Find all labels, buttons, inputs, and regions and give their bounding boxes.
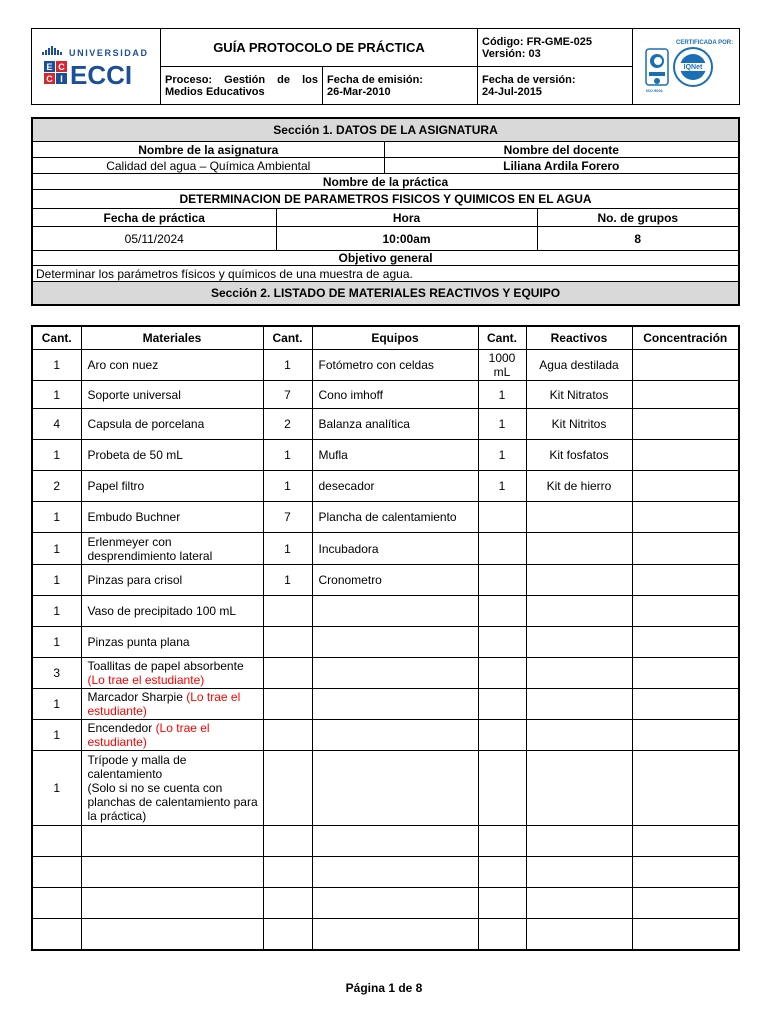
certification-logos	[633, 29, 740, 105]
reagent-name: Kit Nitratos	[526, 381, 632, 409]
material-name-text: Toallitas de papel absorbente	[87, 659, 244, 673]
material-name	[81, 596, 263, 627]
equipment-name	[312, 751, 478, 826]
concentration	[632, 888, 739, 919]
table-row	[32, 919, 739, 950]
reagent-name	[526, 826, 632, 857]
equipment-qty: 1	[263, 440, 312, 471]
material-name-text: Soporte universal	[87, 387, 181, 402]
header-mat-qty: Cant.	[32, 326, 81, 350]
material-name-text: Erlenmeyer con desprendimiento lateral	[87, 534, 213, 563]
material-name	[81, 857, 263, 888]
equipment-qty: 1	[263, 471, 312, 502]
header-equipment: Equipos	[312, 326, 478, 350]
reagent-name	[526, 627, 632, 658]
reagent-qty: 1000 mL	[478, 350, 526, 381]
material-name-text: Probeta de 50 mL	[87, 448, 183, 462]
equipment-qty	[263, 627, 312, 658]
reagent-name: Kit de hierro	[526, 471, 632, 502]
reagent-name: Kit fosfatos	[526, 440, 632, 471]
equipment-name	[312, 627, 478, 658]
equipment-name: Incubadora	[312, 533, 478, 565]
equipment-qty	[263, 888, 312, 919]
header-eq-qty: Cant.	[263, 326, 312, 350]
section2-title: Sección 2. LISTADO DE MATERIALES REACTIVOS Y EQUIPO	[32, 282, 739, 306]
table-row	[32, 471, 739, 502]
equipment-name: Fotómetro con celdas	[312, 350, 478, 381]
material-qty: 1	[32, 689, 81, 720]
time-value: 10:00am	[276, 227, 537, 251]
date-label: Fecha de práctica	[32, 209, 276, 227]
concentration	[632, 627, 739, 658]
table-row	[32, 888, 739, 919]
equipment-name	[312, 658, 478, 689]
material-name	[81, 350, 263, 381]
doc-version: Versión: 03	[482, 47, 541, 60]
equipment-qty	[263, 826, 312, 857]
material-name-text: Trípode y malla de calentamiento (Solo si no se cuenta con planchas de calentamiento para la práctica)	[87, 753, 258, 823]
document-header	[31, 28, 740, 105]
header-concentration: Concentración	[632, 326, 739, 350]
objective-label: Objetivo general	[32, 251, 739, 266]
section1-table	[31, 117, 740, 306]
reagent-name	[526, 565, 632, 596]
reagent-qty	[478, 857, 526, 888]
concentration	[632, 751, 739, 826]
process-line2: Medios Educativos	[165, 85, 265, 98]
material-qty: 1	[32, 533, 81, 565]
equipment-qty	[263, 689, 312, 720]
reagent-qty: 1	[478, 471, 526, 502]
material-name	[81, 888, 263, 919]
equipment-qty	[263, 658, 312, 689]
teacher-label: Nombre del docente	[384, 142, 739, 158]
concentration	[632, 409, 739, 440]
material-qty: 1	[32, 350, 81, 381]
process-line1: Proceso: Gestión de los	[165, 73, 318, 86]
concentration	[632, 350, 739, 381]
equipment-name: Balanza analítica	[312, 409, 478, 440]
concentration	[632, 533, 739, 565]
practice-name: DETERMINACION DE PARAMETROS FISICOS Y QUIMICOS EN EL AGUA	[32, 190, 739, 209]
equipment-name	[312, 826, 478, 857]
reagent-qty	[478, 658, 526, 689]
reagent-qty: 1	[478, 440, 526, 471]
concentration	[632, 689, 739, 720]
groups-value: 8	[537, 227, 739, 251]
material-qty: 1	[32, 565, 81, 596]
reagent-name	[526, 596, 632, 627]
equipment-name	[312, 857, 478, 888]
material-qty: 1	[32, 440, 81, 471]
reagent-qty: 1	[478, 381, 526, 409]
svg-text:C: C	[58, 62, 65, 72]
material-name	[81, 533, 263, 565]
svg-text:ISO 9001: ISO 9001	[646, 88, 663, 93]
materials-table	[31, 325, 740, 951]
process-cell	[161, 67, 323, 105]
concentration	[632, 381, 739, 409]
material-name-text: Pinzas punta plana	[87, 635, 190, 649]
table-row	[32, 502, 739, 533]
materials-header-row	[32, 326, 739, 350]
equipment-qty: 1	[263, 533, 312, 565]
concentration	[632, 502, 739, 533]
table-row	[32, 689, 739, 720]
table-row	[32, 350, 739, 381]
section1-title: Sección 1. DATOS DE LA ASIGNATURA	[32, 118, 739, 142]
reagent-qty	[478, 596, 526, 627]
material-name	[81, 751, 263, 826]
date-value: 05/11/2024	[32, 227, 276, 251]
material-name-text: Embudo Buchner	[87, 510, 181, 524]
reagent-qty: 1	[478, 409, 526, 440]
equipment-qty	[263, 751, 312, 826]
reagent-qty	[478, 502, 526, 533]
doc-code: Código: FR-GME-025	[482, 35, 592, 48]
material-name	[81, 381, 263, 409]
ecci-logo	[32, 29, 161, 105]
material-qty: 1	[32, 627, 81, 658]
material-name	[81, 919, 263, 950]
table-row	[32, 596, 739, 627]
student-brings-note: (Lo trae el estudiante)	[87, 721, 210, 749]
table-row	[32, 440, 739, 471]
equipment-name	[312, 720, 478, 751]
reagent-qty	[478, 751, 526, 826]
material-name	[81, 627, 263, 658]
material-qty: 1	[32, 751, 81, 826]
equipment-qty	[263, 857, 312, 888]
table-row	[32, 627, 739, 658]
reagent-name	[526, 857, 632, 888]
material-name	[81, 440, 263, 471]
document-title: GUÍA PROTOCOLO DE PRÁCTICA	[161, 29, 478, 67]
reagent-qty	[478, 565, 526, 596]
material-qty: 1	[32, 720, 81, 751]
material-name-text: Encendedor	[87, 721, 153, 735]
reagent-name	[526, 689, 632, 720]
page-number: Página 1 de 8	[345, 981, 423, 995]
material-name-text: Aro con nuez	[87, 358, 159, 372]
header-materials: Materiales	[81, 326, 263, 350]
concentration	[632, 471, 739, 502]
equipment-name: Mufla	[312, 440, 478, 471]
practice-label: Nombre de la práctica	[32, 174, 739, 190]
student-brings-note: (Lo trae el estudiante)	[87, 673, 205, 687]
svg-text:E: E	[46, 62, 53, 72]
concentration	[632, 857, 739, 888]
material-name-text: Marcador Sharpie	[87, 690, 183, 704]
reagent-name: Kit Nitritos	[526, 409, 632, 440]
material-qty: 1	[32, 381, 81, 409]
svg-text:IQNet: IQNet	[683, 64, 703, 71]
concentration	[632, 720, 739, 751]
material-name-text: Vaso de precipitado 100 mL	[87, 604, 237, 618]
material-qty: 2	[32, 471, 81, 502]
material-qty	[32, 857, 81, 888]
table-row	[32, 857, 739, 888]
concentration	[632, 440, 739, 471]
equipment-qty: 7	[263, 381, 312, 409]
reagent-qty	[478, 627, 526, 658]
svg-text:CERTIFICADA POR:: CERTIFICADA POR:	[676, 40, 734, 46]
reagent-name	[526, 720, 632, 751]
material-qty: 1	[32, 502, 81, 533]
material-name-text: Capsula de porcelana	[87, 417, 205, 431]
material-name	[81, 658, 263, 689]
equipment-qty: 1	[263, 565, 312, 596]
header-reag-qty: Cant.	[478, 326, 526, 350]
equipment-name: Plancha de calentamiento	[312, 502, 478, 533]
svg-text:C: C	[46, 74, 53, 84]
table-row	[32, 409, 739, 440]
reagent-name	[526, 658, 632, 689]
materials-body	[32, 350, 739, 950]
version-date-cell	[478, 67, 633, 105]
reagent-qty	[478, 826, 526, 857]
material-qty: 4	[32, 409, 81, 440]
table-row	[32, 658, 739, 689]
reagent-qty	[478, 689, 526, 720]
header-reagents: Reactivos	[526, 326, 632, 350]
equipment-name	[312, 888, 478, 919]
reagent-name	[526, 533, 632, 565]
concentration	[632, 596, 739, 627]
material-qty: 3	[32, 658, 81, 689]
table-row	[32, 751, 739, 826]
equipment-name: Cono imhoff	[312, 381, 478, 409]
concentration	[632, 826, 739, 857]
material-name	[81, 471, 263, 502]
ecci-logo-image	[36, 35, 156, 95]
emission-label: Fecha de emisión:	[327, 73, 423, 86]
subject-label: Nombre de la asignatura	[32, 142, 384, 158]
concentration	[632, 919, 739, 950]
material-name	[81, 409, 263, 440]
table-row	[32, 720, 739, 751]
reagent-name	[526, 919, 632, 950]
reagent-name	[526, 751, 632, 826]
equipment-qty	[263, 596, 312, 627]
table-row	[32, 826, 739, 857]
reagent-name	[526, 502, 632, 533]
equipment-name: Cronometro	[312, 565, 478, 596]
material-name	[81, 826, 263, 857]
material-name-text: Pinzas para crisol	[87, 573, 183, 587]
reagent-qty	[478, 888, 526, 919]
emission-cell	[323, 67, 478, 105]
equipment-name	[312, 596, 478, 627]
material-name	[81, 565, 263, 596]
table-row	[32, 565, 739, 596]
material-qty	[32, 919, 81, 950]
concentration	[632, 565, 739, 596]
equipment-qty: 7	[263, 502, 312, 533]
reagent-name	[526, 888, 632, 919]
material-name	[81, 720, 263, 751]
reagent-name: Agua destilada	[526, 350, 632, 381]
teacher-value: Liliana Ardila Forero	[384, 158, 739, 174]
equipment-qty	[263, 720, 312, 751]
equipment-qty	[263, 919, 312, 950]
emission-date: 26-Mar-2010	[327, 85, 391, 98]
equipment-name: desecador	[312, 471, 478, 502]
version-date-label: Fecha de versión:	[482, 73, 576, 86]
equipment-qty: 1	[263, 350, 312, 381]
code-version-cell	[478, 29, 633, 67]
table-row	[32, 381, 739, 409]
svg-text:UNIVERSIDAD: UNIVERSIDAD	[69, 48, 149, 58]
equipment-name	[312, 689, 478, 720]
reagent-qty	[478, 533, 526, 565]
material-qty	[32, 826, 81, 857]
material-qty	[32, 888, 81, 919]
equipment-qty: 2	[263, 409, 312, 440]
objective-value: Determinar los parámetros físicos y químicos de una muestra de agua.	[32, 266, 739, 282]
groups-label: No. de grupos	[537, 209, 739, 227]
version-date: 24-Jul-2015	[482, 85, 542, 98]
subject-value: Calidad del agua – Química Ambiental	[32, 158, 384, 174]
time-label: Hora	[276, 209, 537, 227]
certification-seal-image	[636, 34, 736, 96]
concentration	[632, 658, 739, 689]
reagent-qty	[478, 919, 526, 950]
svg-text:ECCI: ECCI	[70, 60, 133, 90]
material-name-text: Papel filtro	[87, 479, 145, 493]
svg-text:I: I	[60, 74, 63, 84]
reagent-qty	[478, 720, 526, 751]
material-name	[81, 689, 263, 720]
material-qty: 1	[32, 596, 81, 627]
student-brings-note: (Lo trae el estudiante)	[87, 690, 241, 718]
material-name	[81, 502, 263, 533]
table-row	[32, 533, 739, 565]
equipment-name	[312, 919, 478, 950]
